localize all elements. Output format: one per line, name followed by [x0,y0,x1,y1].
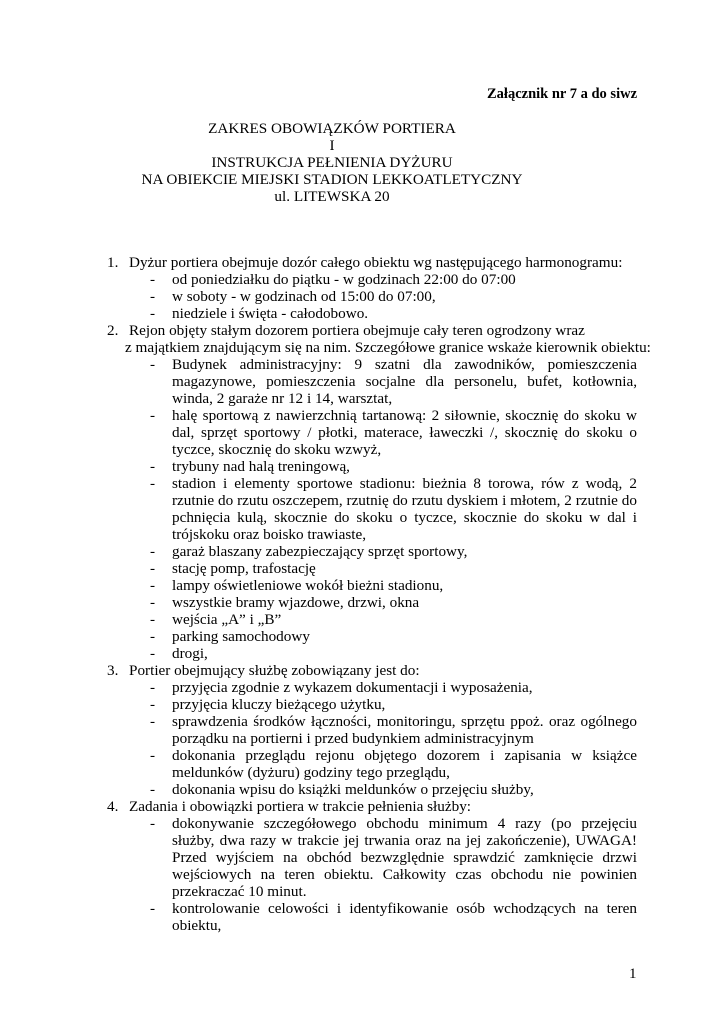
section-heading [107,254,637,271]
dash-bullet: - [150,781,156,798]
dash-bullet: - [150,713,156,730]
list-item-text: przyjęcia kluczy bieżącego użytku, [172,696,386,713]
bullet-list [107,356,637,662]
dash-bullet: - [150,407,156,424]
list-item [150,577,637,594]
dash-bullet: - [150,577,156,594]
section-heading-continuation: z majątkiem znajdującym się na nim. Szczegółowe granice wskaże kierownik obiektu: [125,339,651,356]
list-item [150,815,637,900]
list-item-text: trybuny nad halą treningową, [172,458,350,475]
dash-bullet: - [150,305,156,322]
list-item [150,679,637,696]
list-item [150,288,637,305]
dash-bullet: - [150,458,156,475]
dash-bullet: - [150,475,156,492]
list-item-text: wszystkie bramy wjazdowe, drzwi, okna [172,594,420,611]
list-item [150,543,637,560]
list-item [150,696,637,713]
section-heading-text: Rejon objęty stałym dozorem portiera obejmuje cały teren ogrodzony wraz [129,322,585,339]
list-item-text: stację pomp, trafostację [172,560,316,577]
section-heading [107,662,637,679]
dash-bullet: - [150,594,156,611]
dash-bullet: - [150,679,156,696]
document-title-block [0,120,664,205]
list-item [150,781,637,798]
list-item-text: garaż blaszany zabezpieczający sprzęt sportowy, [172,543,468,560]
list-item-text: stadion i elementy sportowe stadionu: bieżnia 8 torowa, rów z wodą, 2 rzutnie do rzutu oszczepem, rzutnię do rzutu dyskiem i młotem, 2 rzutnie do pchnięcia kulą, skocznie do skoku o tyczce, skocznie do skoku w dal i trójskoku oraz boisko trawiaste, [172,475,637,543]
list-item-text: przyjęcia zgodnie z wykazem dokumentacji i wyposażenia, [172,679,533,696]
section-number: 2. [107,322,119,339]
section-number: 1. [107,254,119,271]
list-item [150,560,637,577]
list-item [150,611,637,628]
list-item [150,305,637,322]
list-item [150,356,637,407]
list-item [150,475,637,543]
title-line: ZAKRES OBOWIĄZKÓW PORTIERA [208,120,456,137]
section-heading-text: Zadania i obowiązki portiera w trakcie pełnienia służby: [129,798,472,815]
dash-bullet: - [150,611,156,628]
bullet-list [107,679,637,798]
list-item [150,747,637,781]
dash-bullet: - [150,628,156,645]
attachment-label: Załącznik nr 7 a do siwz [487,86,637,102]
dash-bullet: - [150,271,156,288]
section-heading [107,798,637,815]
list-item-text: kontrolowanie celowości i identyfikowanie osób wchodzących na teren obiektu, [172,900,637,934]
section-heading-text: Portier obejmujący służbę zobowiązany jest do: [129,662,420,679]
dash-bullet: - [150,696,156,713]
list-item-text: niedziele i święta - całodobowo. [172,305,369,322]
bullet-list [107,271,637,322]
dash-bullet: - [150,560,156,577]
list-item [150,713,637,747]
list-item [150,628,637,645]
title-line: ul. LITEWSKA 20 [274,188,390,205]
bullet-list [107,815,637,934]
list-item [150,271,637,288]
list-item-text: lampy oświetleniowe wokół bieżni stadionu, [172,577,444,594]
dash-bullet: - [150,900,156,917]
title-line: INSTRUKCJA PEŁNIENIA DYŻURU [211,154,453,171]
list-item-text: halę sportową z nawierzchnią tartanową: 2 siłownie, skocznię do skoku w dal, sprzęt sportowy / płotki, materace, ławeczki /, skocznię do skoku o tyczce, skocznię do skoku wzwyż, [172,407,637,458]
list-item-text: drogi, [172,645,208,662]
list-item-text: Budynek administracyjny: 9 szatni dla zawodników, pomieszczenia magazynowe, pomieszczenia socjalne dla personelu, bufet, kotłownia, winda, 2 garaże nr 12 i 14, warsztat, [172,356,637,407]
list-item-text: dokonania przeglądu rejonu objętego dozorem i zapisania w książce meldunków (dyżuru) godziny tego przeglądu, [172,747,637,781]
list-item-text: dokonywanie szczegółowego obchodu minimum 4 razy (po przejęciu służby, dwa razy w trakcie jej trwania oraz na jej zakończenie), UWAGA! Przed wyjściem na obchód bezwzględnie sprawdzić zamknięcie drzwi wejściowych na teren obiektu. Całkowity czas obchodu nie powinien przekraczać 10 minut. [172,815,637,900]
dash-bullet: - [150,645,156,662]
title-line: I [329,137,335,154]
section-heading-text: Dyżur portiera obejmuje dozór całego obiektu wg następującego harmonogramu: [129,254,623,271]
list-item [150,594,637,611]
page-number: 1 [629,966,637,982]
list-item-text: w soboty - w godzinach od 15:00 do 07:00, [172,288,436,305]
title-line: NA OBIEKCIE MIEJSKI STADION LEKKOATLETYCZNY [141,171,523,188]
section-number: 4. [107,798,119,815]
list-item [150,645,637,662]
list-item-text: od poniedziałku do piątku - w godzinach 22:00 do 07:00 [172,271,516,288]
list-item [150,458,637,475]
dash-bullet: - [150,543,156,560]
dash-bullet: - [150,356,156,373]
list-item [150,407,637,458]
dash-bullet: - [150,815,156,832]
section-number: 3. [107,662,119,679]
dash-bullet: - [150,288,156,305]
list-item [150,900,637,934]
numbered-list [107,254,651,934]
list-item-text: sprawdzenia środków łączności, monitoringu, sprzętu ppoż. oraz ogólnego porządku na portierni i przed budynkiem administracyjnym [172,713,637,747]
list-item-text: wejścia „A” i „B” [172,611,282,628]
section-heading [107,322,637,339]
list-item-text: parking samochodowy [172,628,310,645]
dash-bullet: - [150,747,156,764]
list-item-text: dokonania wpisu do książki meldunków o przejęciu służby, [172,781,534,798]
